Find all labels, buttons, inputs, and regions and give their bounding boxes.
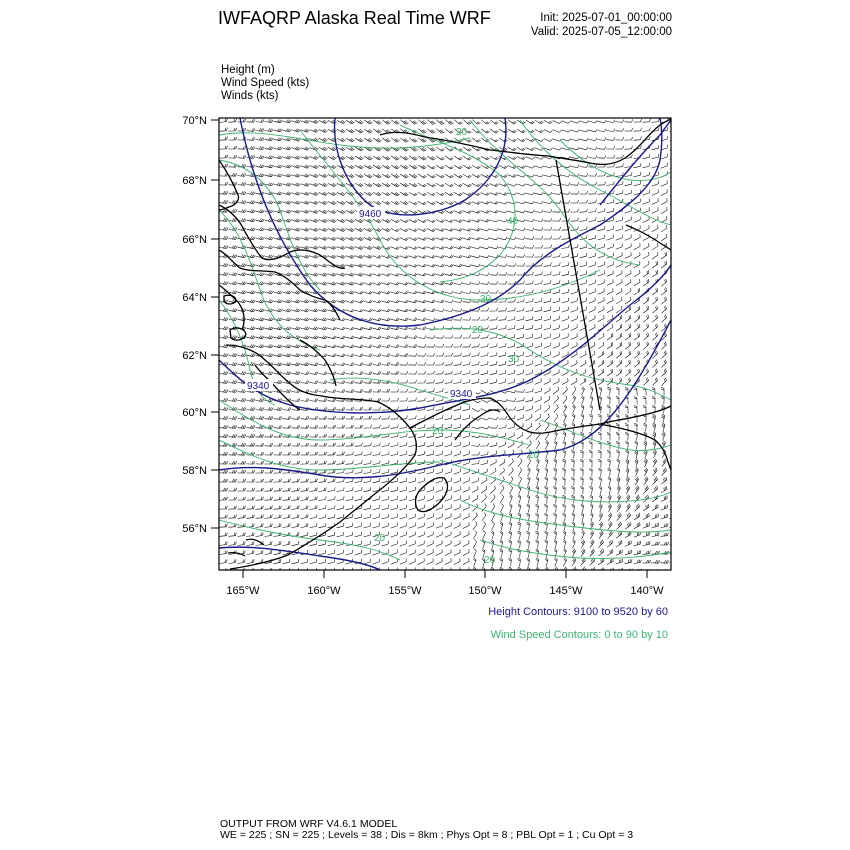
init-time: Init: 2025-07-01_00:00:00: [540, 12, 672, 24]
lon-label: 150°W: [468, 585, 502, 597]
lat-label: 64°N: [182, 292, 207, 304]
lon-label: 165°W: [226, 585, 260, 597]
model-footer: OUTPUT FROM WRF V4.6.1 MODEL: [220, 818, 398, 830]
wind-contour-label: 20: [472, 325, 484, 336]
lat-label: 56°N: [182, 523, 207, 535]
lat-label: 58°N: [182, 465, 207, 477]
map-title: IWFAQRP Alaska Real Time WRF: [218, 8, 491, 28]
lon-label: 140°W: [630, 585, 664, 597]
lon-ticks: [243, 570, 647, 578]
wind-barb: [220, 118, 679, 576]
wind-contour-label: 30: [480, 294, 492, 305]
height-contour-legend: Height Contours: 9100 to 9520 by 60: [488, 606, 668, 618]
wind-contour-label: 40: [507, 216, 519, 227]
height-contour-label: 9460: [359, 209, 382, 220]
wind-contour-label: 20: [484, 555, 496, 566]
wind-contour-label: 20: [374, 533, 386, 544]
lon-label: 155°W: [388, 585, 422, 597]
wind-contour-label: 30: [508, 354, 520, 365]
lon-label: 160°W: [307, 585, 341, 597]
field-label-height: Height (m): [221, 64, 275, 76]
valid-time: Valid: 2025-07-05_12:00:00: [530, 26, 672, 38]
lat-label: 68°N: [182, 175, 207, 187]
height-contour-label: 9340: [247, 381, 270, 392]
lat-label: 70°N: [182, 115, 207, 127]
wind-contour-legend: Wind Speed Contours: 0 to 90 by 10: [490, 629, 668, 641]
lat-labels: [182, 115, 207, 535]
lat-label: 62°N: [182, 350, 207, 362]
wind-contour-label: 20: [456, 127, 468, 138]
field-label-winds: Winds (kts): [221, 90, 279, 102]
wind-contour-label: 20: [432, 426, 444, 437]
field-label-wind-speed: Wind Speed (kts): [221, 77, 310, 89]
wind-speed-contours: [219, 120, 671, 560]
lon-label: 145°W: [549, 585, 583, 597]
wind-contour-label: 20: [528, 450, 540, 461]
lat-ticks: [211, 120, 219, 528]
height-contour-label: 9340: [450, 389, 473, 400]
lat-label: 60°N: [182, 407, 207, 419]
lon-labels: [226, 585, 664, 597]
wind-barbs: [220, 118, 679, 576]
model-config-footer: WE = 225 ; SN = 225 ; Levels = 38 ; Dis = 8km ; Phys Opt = 8 ; PBL Opt = 1 ; Cu Opt = 3: [220, 829, 634, 841]
lat-label: 66°N: [182, 234, 207, 246]
